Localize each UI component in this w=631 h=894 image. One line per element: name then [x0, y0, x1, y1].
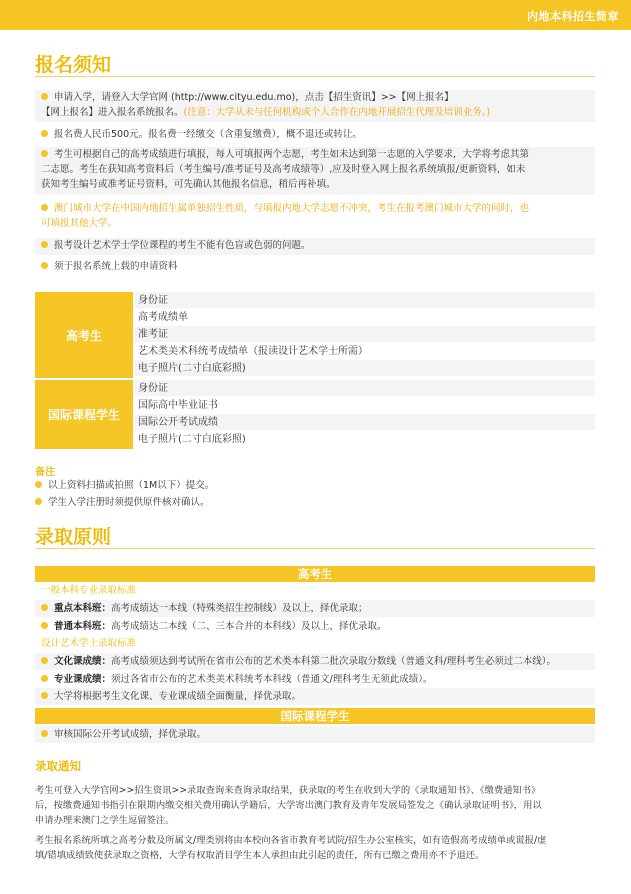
- documents-group-gaokao: [35, 292, 595, 378]
- choices-text-line1: 考生可根据自己的高考成绩进行填报，每人可填报两个志愿，考生如未达到第一志愿的入学要求，大学将考虑其第: [54, 149, 530, 160]
- notice-p1-line1: 考生可登入大学官网>>招生资讯>>录取查询来查询录取结果，获录取的考生在收到大学的《录取通知书》、《缴费通知书》: [35, 785, 541, 796]
- key-text: 高考成绩达一本线（特殊类招生控制线）及以上，择优录取；: [111, 603, 368, 614]
- bullet-icon: [41, 262, 48, 269]
- registration-heading: 报名须知: [35, 54, 112, 76]
- colorblind-text: 报考设计艺术学士学位课程的考生不能有色盲或色弱的问题。: [54, 240, 311, 251]
- independent-text-line1: 澳门城市大学在中国内地招生属单独招生性质，与填报内地大学志愿不冲突，考生在报考澳门城市大学的同时，也: [54, 203, 530, 214]
- notice-paragraph-1: [35, 783, 600, 828]
- remarks-item: [35, 495, 595, 510]
- admission-row-intl: [35, 726, 595, 743]
- notice-title: 录取通知: [35, 759, 81, 773]
- documents-group-label: 国际课程学生: [35, 380, 133, 449]
- remarks-text: 以上资料扫描或拍照（1M以下）提交。: [48, 480, 215, 491]
- admission-row-culture: [35, 653, 595, 670]
- registration-item-fee: [35, 127, 595, 143]
- registration-divider: [35, 76, 595, 77]
- notice-p1-line2: 后，按缴费通知书指引在限期内缴交相关费用确认学籍后，大学寄出澳门教育及青年发展局签发之《确认录取证明书》，用以: [35, 800, 542, 811]
- bullet-icon: [41, 730, 48, 737]
- notice-p1-line3: 申请办理来澳门之学生逗留签注。: [35, 815, 175, 826]
- header-bar: [0, 0, 631, 30]
- bullet-icon: [41, 692, 48, 699]
- regular-label: 普通本科班：: [54, 621, 112, 632]
- apply-text-line2: 【网上报名】进入报名系统报名。: [41, 107, 184, 118]
- regular-text: 高考成绩达二本线（二、三本合并的本科线）及以上，择优录取。: [111, 621, 387, 632]
- bullet-icon: [41, 604, 48, 611]
- key-label: 重点本科班：: [54, 603, 112, 614]
- document-item: 电子照片(二寸白底彩照): [135, 431, 595, 448]
- registration-item-upload: [35, 259, 595, 276]
- admission-heading: 录取原则: [35, 526, 112, 548]
- admission-row-regular: [35, 618, 595, 635]
- document-item: 身份证: [135, 380, 595, 397]
- documents-group-international: [35, 380, 595, 450]
- registration-item-colorblind: [35, 238, 595, 255]
- admission-band-gaokao: 高考生: [35, 566, 595, 582]
- culture-label: 文化课成绩：: [54, 656, 112, 667]
- bullet-icon: [41, 675, 48, 682]
- document-item: 准考证: [135, 326, 595, 343]
- apply-text-line1: 申请入学，请登入大学官网 (http://www.cityu.edu.mo)，点击【招生资讯】>>【网上报名】: [54, 92, 454, 103]
- documents-group-label: 高考生: [35, 292, 133, 378]
- admission-subhead-general: 一般本科专业录取标准: [41, 585, 137, 596]
- remarks-text: 学生入学注册时须提供原件核对确认。: [48, 497, 210, 508]
- bullet-icon: [41, 622, 48, 629]
- bullet-icon: [41, 204, 48, 211]
- document-item: 身份证: [135, 292, 595, 309]
- document-item: 电子照片(二寸白底彩照): [135, 360, 595, 377]
- bullet-icon: [41, 130, 48, 137]
- major-text: 须过各省市公布的艺术类美术科统考本科线（普通文/理科考生无须此成绩）。: [111, 674, 433, 685]
- admission-row-key: [35, 600, 595, 617]
- remarks-item: [35, 478, 595, 493]
- notice-p2-line2: 填/错填成绩致使获录取之资格，大学有权取消目学生本人承担由此引起的责任，所有已缴之费用亦不予退还。: [35, 850, 485, 861]
- bullet-icon: [41, 657, 48, 664]
- choices-text-line2: 二志愿。考生在获知高考资料后（考生编号/准考证号及高考成绩等）,应及时登入网上报名系统填报/更新资料，如未: [41, 164, 526, 175]
- document-item: 高考成绩单: [135, 309, 595, 326]
- intl-text: 审核国际公开考试成绩，择优录取。: [54, 729, 207, 740]
- registration-item-independent: [35, 201, 595, 233]
- document-item: 国际公开考试成绩: [135, 414, 595, 431]
- notice-paragraph-2: [35, 833, 600, 863]
- bullet-icon: [41, 150, 48, 157]
- admission-row-major: [35, 671, 595, 688]
- choices-text-line3: 获知考生编号或准考证号资料，可先确认其他报名信息，稍后再补填。: [41, 179, 336, 190]
- document-item: 艺术类美术科统考成绩单（报读设计艺术学士所需）: [135, 343, 595, 360]
- bullet-icon: [35, 481, 42, 488]
- registration-item-apply: [35, 90, 595, 122]
- bullet-icon: [41, 241, 48, 248]
- document-item: 国际高中毕业证书: [135, 397, 595, 414]
- registration-item-choices: [35, 147, 595, 195]
- apply-note: (注意：大学从未与任何机构或个人合作在内地开展招生代理及培训业务。): [183, 107, 491, 118]
- culture-text: 高考成绩须达到考试所在省市公布的艺术类本科第二批次录取分数线（普通文科/理科考生必须过二本线）。: [111, 656, 556, 667]
- remarks-title: 备注: [35, 467, 55, 478]
- overall-text: 大学将根据考生文化课、专业课成绩全面衡量，择优录取。: [54, 691, 302, 702]
- notice-p2-line1: 考生报名系统所填之高考分数及所属文/理类别将由本校向各省市教育考试院/招生办公室核实，如有造假高考成绩单或谎报/虚: [35, 835, 547, 846]
- major-label: 专业课成绩：: [54, 674, 112, 685]
- upload-text: 须于报名系统上载的申请资料: [54, 261, 178, 272]
- fee-text: 报名费人民币500元。报名费一经缴交（含重复缴费），概不退还或转让。: [54, 129, 362, 140]
- admission-divider: [35, 548, 595, 549]
- independent-text-line2: 可填报其他大学。: [41, 218, 118, 229]
- bullet-icon: [35, 498, 42, 505]
- bullet-icon: [41, 93, 48, 100]
- admission-band-international: 国际课程学生: [35, 708, 595, 724]
- admission-subhead-art: 设计艺术学士录取标准: [41, 638, 137, 649]
- admission-row-overall: [35, 688, 595, 705]
- header-title: 内地本科招生简章: [527, 10, 619, 23]
